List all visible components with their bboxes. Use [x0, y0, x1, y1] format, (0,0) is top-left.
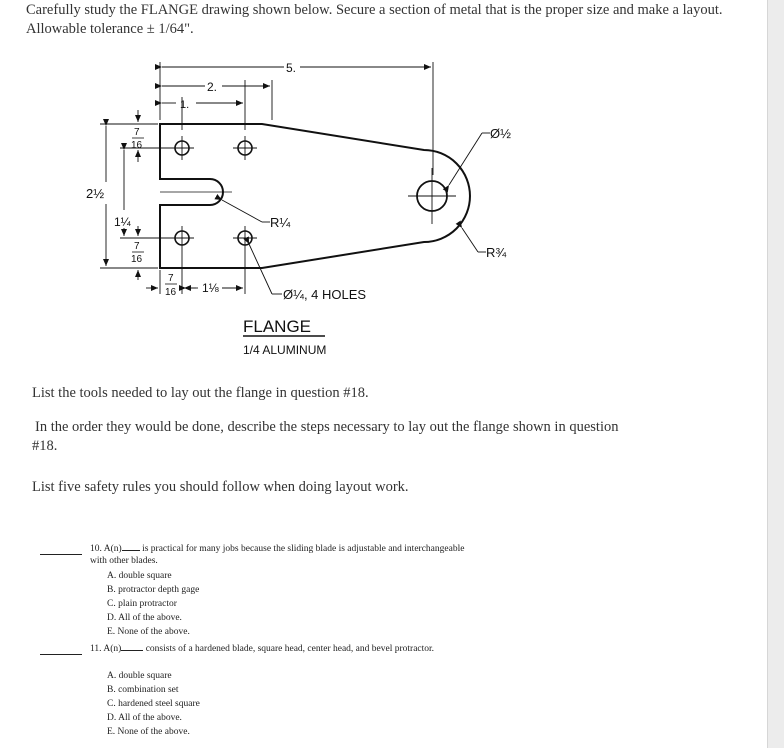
frac-x-num: 7 — [168, 273, 174, 284]
mc10-option-a[interactable]: A. double square — [107, 571, 172, 581]
mc10-lead: A(n) — [103, 544, 122, 554]
frac-top-num: 7 — [134, 127, 140, 138]
frac-bot-den: 16 — [131, 254, 143, 265]
mc11-option-c[interactable]: C. hardened steel square — [107, 699, 200, 709]
question-18: List the tools needed to lay out the flange in question #18. — [32, 385, 369, 401]
intro-paragraph: Carefully study the FLANGE drawing shown below. Secure a section of metal that is the proper size and make a layout. Allowable tolerance ± 1/64". — [26, 2, 723, 37]
dim-1-eighth: 1⅛ — [202, 281, 219, 295]
mc10-option-d[interactable]: D. All of the above. — [107, 613, 182, 623]
answer-blank-11[interactable] — [40, 653, 82, 655]
mc11-text: consists of a hardened blade, square head, center head, and bevel protractor. — [145, 644, 435, 654]
drawing-material: 1/4 ALUMINUM — [243, 343, 327, 357]
mc11-number: 11. — [90, 644, 102, 654]
mc11-option-b[interactable]: B. combination set — [107, 685, 179, 695]
drawing-title: FLANGE — [243, 317, 312, 336]
dim-1-quarter: 1¼ — [114, 215, 131, 229]
mc11-option-e[interactable]: E. None of the above. — [107, 727, 190, 737]
mc11-option-a[interactable]: A. double square — [107, 671, 172, 681]
frac-x-den: 16 — [165, 287, 177, 298]
question-19: In the order they would be done, describe the steps necessary to lay out the flange shown in question #18. — [32, 419, 619, 454]
holes-note: Ø¼, 4 HOLES — [283, 287, 367, 302]
dia-half-label: Ø½ — [490, 126, 511, 141]
mc11-lead: A(n) — [103, 644, 122, 654]
hole-bottom-right — [233, 226, 257, 250]
mc10-option-b[interactable]: B. protractor depth gage — [107, 585, 200, 595]
mc11-stem — [90, 644, 470, 656]
mc10-text: is practical for many jobs because the sliding blade is adjustable and interchangeable with other blades. — [90, 544, 465, 566]
r-three-quarter-label: R¾ — [486, 245, 507, 260]
mc10-option-c[interactable]: C. plain protractor — [107, 599, 177, 609]
r-quarter-label: R¼ — [270, 215, 291, 230]
mc10-inline-blank — [122, 550, 140, 551]
answer-blank-10[interactable] — [40, 553, 82, 555]
frac-top-den: 16 — [131, 140, 143, 151]
hole-top-right — [233, 136, 257, 160]
mc11-option-d[interactable]: D. All of the above. — [107, 713, 182, 723]
mc10-stem — [90, 544, 470, 567]
frac-bot-num: 7 — [134, 241, 140, 252]
flange-drawing — [0, 0, 784, 370]
mc10-option-e[interactable]: E. None of the above. — [107, 627, 190, 637]
dim-1: 1. — [180, 99, 190, 111]
mc11-inline-blank — [121, 650, 143, 651]
dim-2: 2. — [207, 80, 218, 94]
mc10-number: 10. — [90, 544, 102, 554]
question-20: List five safety rules you should follow when doing layout work. — [32, 479, 409, 495]
dim-left-total: 2½ — [86, 186, 105, 201]
hole-large — [408, 168, 456, 224]
dim-overall: 5. — [286, 61, 297, 75]
